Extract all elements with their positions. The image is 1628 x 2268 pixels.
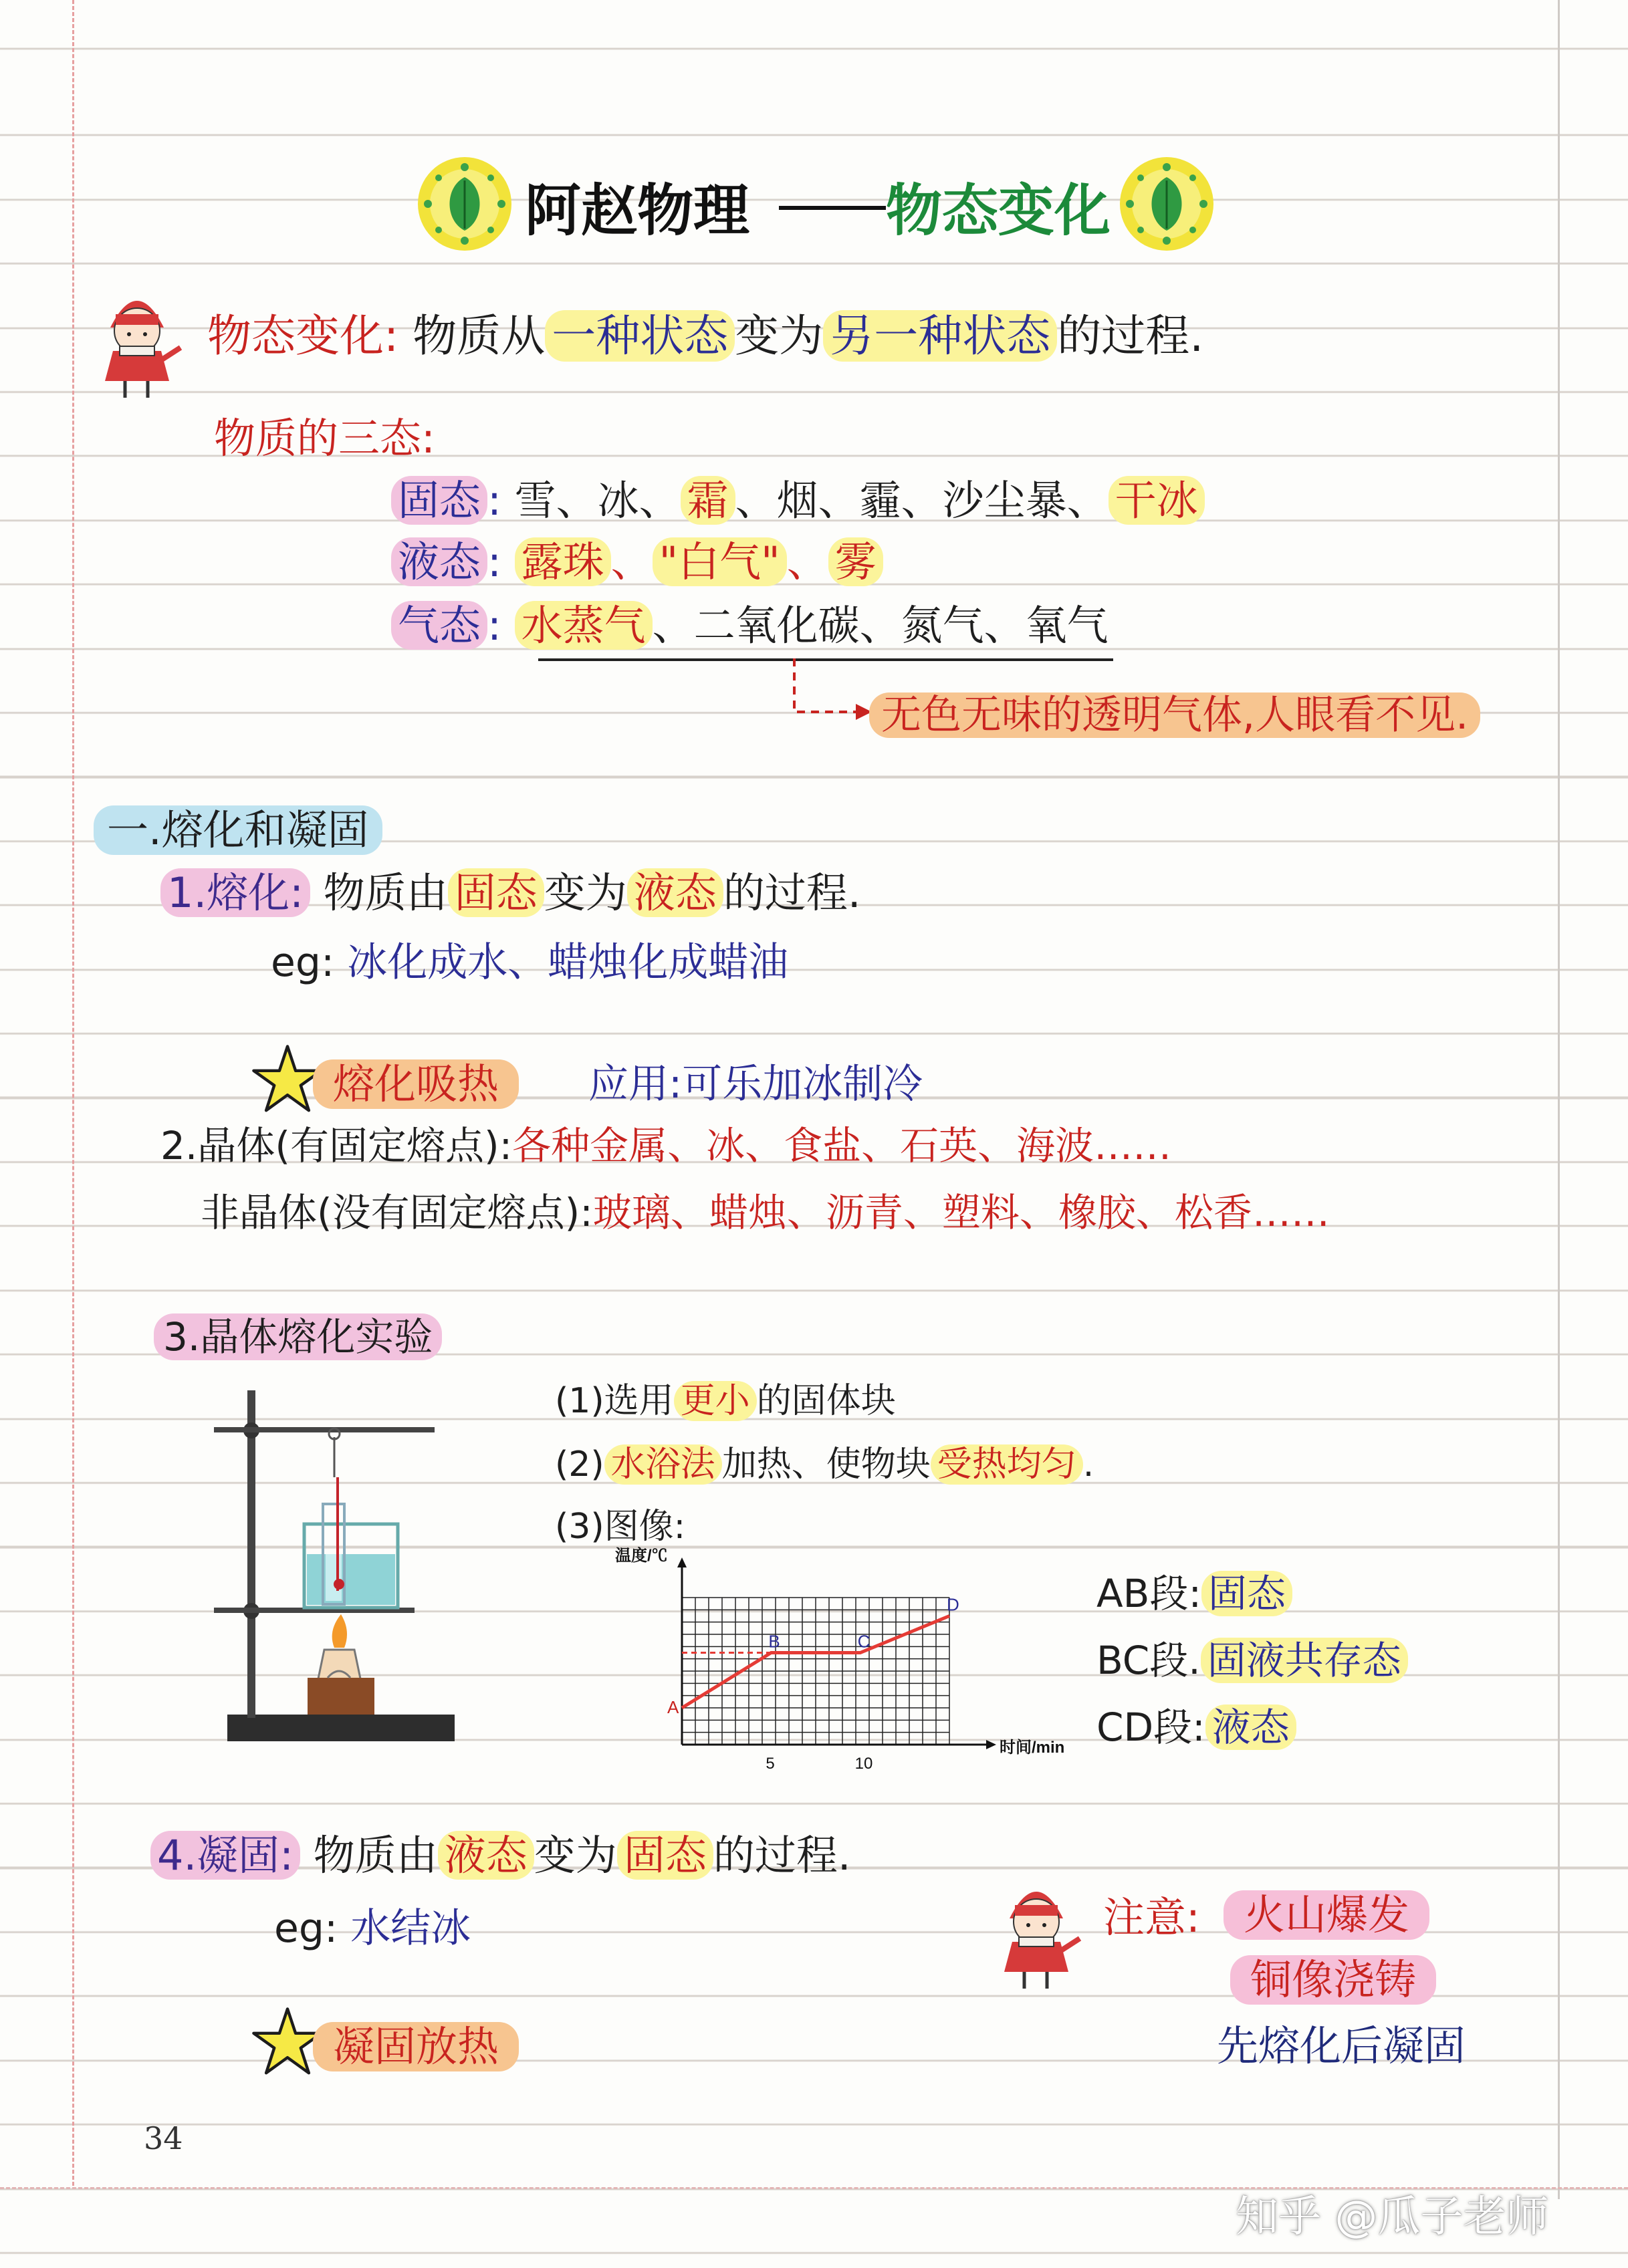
melting-line [160,868,861,917]
girl-mascot-icon [990,1872,1083,1992]
experiment-heading: 3.晶体熔化实验 [154,1313,442,1360]
phase-state: 固态 [1201,1571,1292,1616]
solid-highlight: 霜 [681,476,735,525]
phase-row [1096,1571,1292,1616]
liquid-state-row [391,537,883,586]
phase-state: 液态 [1205,1705,1296,1750]
x-axis-label: 时间/min [1000,1739,1065,1757]
gas-highlight: 水蒸气 [515,601,653,650]
note-example: 铜像浇铸 [1230,1955,1436,2005]
liquid-label: 液态 [391,537,487,586]
phase-state: 固液共存态 [1201,1638,1408,1683]
melting-apparatus-illustration [214,1384,468,1758]
crystal-items: 各种金属、冰、食盐、石英、海波…… [512,1123,1172,1168]
melting-curve-chart [588,1547,1065,1791]
eg-label: eg: [274,1905,338,1952]
melting-absorb-heat: 熔化吸热 [313,1059,519,1109]
definition-highlight: 另一种状态 [823,310,1057,362]
melting-text: 物质由 [323,868,448,917]
girl-mascot-icon [90,281,184,401]
liquid-sep: 、 [786,537,828,586]
melting-highlight: 液态 [627,868,723,917]
definition-line [207,310,1204,362]
step-text: 加热、使物块 [721,1444,931,1485]
definition-text: 的过程. [1057,310,1204,362]
phase-sep: : [1192,1705,1205,1750]
solid-items: 、烟、霾、沙尘暴、 [735,476,1109,525]
solidify-text: 的过程. [713,1831,851,1880]
experiment-step-1 [555,1381,896,1421]
solidify-release-heat: 凝固放热 [313,2022,519,2071]
step-highlight: 水浴法 [604,1444,722,1485]
dashed-arrow-icon [789,658,876,732]
y-axis-label: 温度/℃ [615,1547,668,1565]
y-axis-arrow [677,1557,687,1567]
non-crystal-line [201,1190,1330,1235]
page-header [408,147,1224,247]
solid-sep: : [487,476,501,525]
note-label: 注意: [1103,1893,1200,1942]
eg-text: 水结冰 [350,1905,471,1952]
solidify-label: 4.凝固: [150,1831,300,1880]
gas-state-row [391,601,1109,650]
liquid-highlight: "白气" [653,537,787,586]
x-axis-arrow [986,1740,996,1749]
page-subtitle: 物态变化 [886,178,1111,243]
crystal-label: 2.晶体(有固定熔点): [160,1123,513,1168]
experiment-step-3: (3)图像: [555,1507,686,1547]
liquid-sep: 、 [610,537,653,586]
gas-label: 气态 [391,601,487,650]
x-tick-label: 10 [854,1755,873,1773]
melting-example [271,939,789,986]
watermark-text: 知乎 @瓜子老师 [1236,2192,1549,2242]
leaf-badge-icon [1117,154,1217,254]
point-label: B [768,1631,780,1652]
right-margin-line [1558,0,1560,2199]
step-highlight: 更小 [674,1381,757,1421]
point-label: C [857,1631,870,1652]
solidify-example [274,1905,471,1952]
step-text: (2) [555,1444,604,1485]
page-title: 阿赵物理 [525,178,750,243]
gas-items: 、二氧化碳、氮气、氧气 [652,601,1109,650]
gas-sep: : [487,601,501,650]
phase-row [1096,1705,1296,1750]
definition-text: 物质从 [413,310,546,362]
step-text: 的固体块 [756,1381,896,1421]
step-text: . [1082,1444,1094,1485]
leaf-badge-icon [415,154,515,254]
step-text: (1)选用 [555,1381,674,1421]
x-tick-label: 5 [766,1755,775,1773]
melting-text: 变为 [544,868,627,917]
gas-note: 无色无味的透明气体,人眼看不见. [869,692,1480,738]
solid-label: 固态 [391,476,487,525]
melting-application [588,1061,923,1108]
title-dash [779,206,886,210]
solid-highlight: 干冰 [1109,476,1205,525]
solid-items: 雪、冰、 [514,476,681,525]
step-highlight: 受热均匀 [931,1444,1083,1485]
definition-label: 物态变化: [207,310,399,362]
point-label: D [947,1594,959,1615]
crystal-line [160,1123,1172,1168]
point-label: A [667,1697,679,1717]
non-crystal-items: 玻璃、蜡烛、沥青、塑料、橡胶、松香…… [592,1190,1330,1235]
three-states-heading: 物质的三态: [214,414,435,463]
note-example: 火山爆发 [1224,1890,1429,1940]
solidify-text: 变为 [534,1831,617,1880]
experiment-step-2 [555,1444,1094,1485]
solidify-highlight: 液态 [438,1831,534,1880]
phase-sep: . [1188,1638,1201,1683]
liquid-highlight: 雾 [828,537,883,586]
liquid-highlight: 露珠 [515,537,611,586]
definition-text: 变为 [735,310,824,362]
left-margin-line [72,0,74,2186]
note-conclusion: 先熔化后凝固 [1217,2021,1466,2070]
melting-label: 1.熔化: [160,868,310,917]
application-text: 应用:可乐加冰制冷 [588,1061,923,1108]
eg-label: eg: [271,939,335,986]
melting-highlight: 固态 [448,868,544,917]
melting-text: 的过程. [723,868,861,917]
page-number: 34 [144,2120,183,2156]
liquid-sep: : [487,537,501,586]
phase-row [1096,1638,1408,1683]
solidify-text: 物质由 [313,1831,438,1880]
non-crystal-label: 非晶体(没有固定熔点): [201,1190,593,1235]
solidify-highlight: 固态 [617,1831,713,1880]
solidify-line [150,1831,851,1880]
eg-text: 冰化成水、蜡烛化成蜡油 [347,939,789,986]
phase-segment: AB段 [1096,1571,1189,1616]
phase-segment: CD段 [1096,1705,1193,1750]
phase-segment: BC段 [1096,1638,1189,1683]
solid-state-row [391,476,1205,525]
definition-highlight: 一种状态 [545,310,735,362]
phase-sep: : [1188,1571,1202,1616]
section-heading: 一.熔化和凝固 [94,805,382,855]
